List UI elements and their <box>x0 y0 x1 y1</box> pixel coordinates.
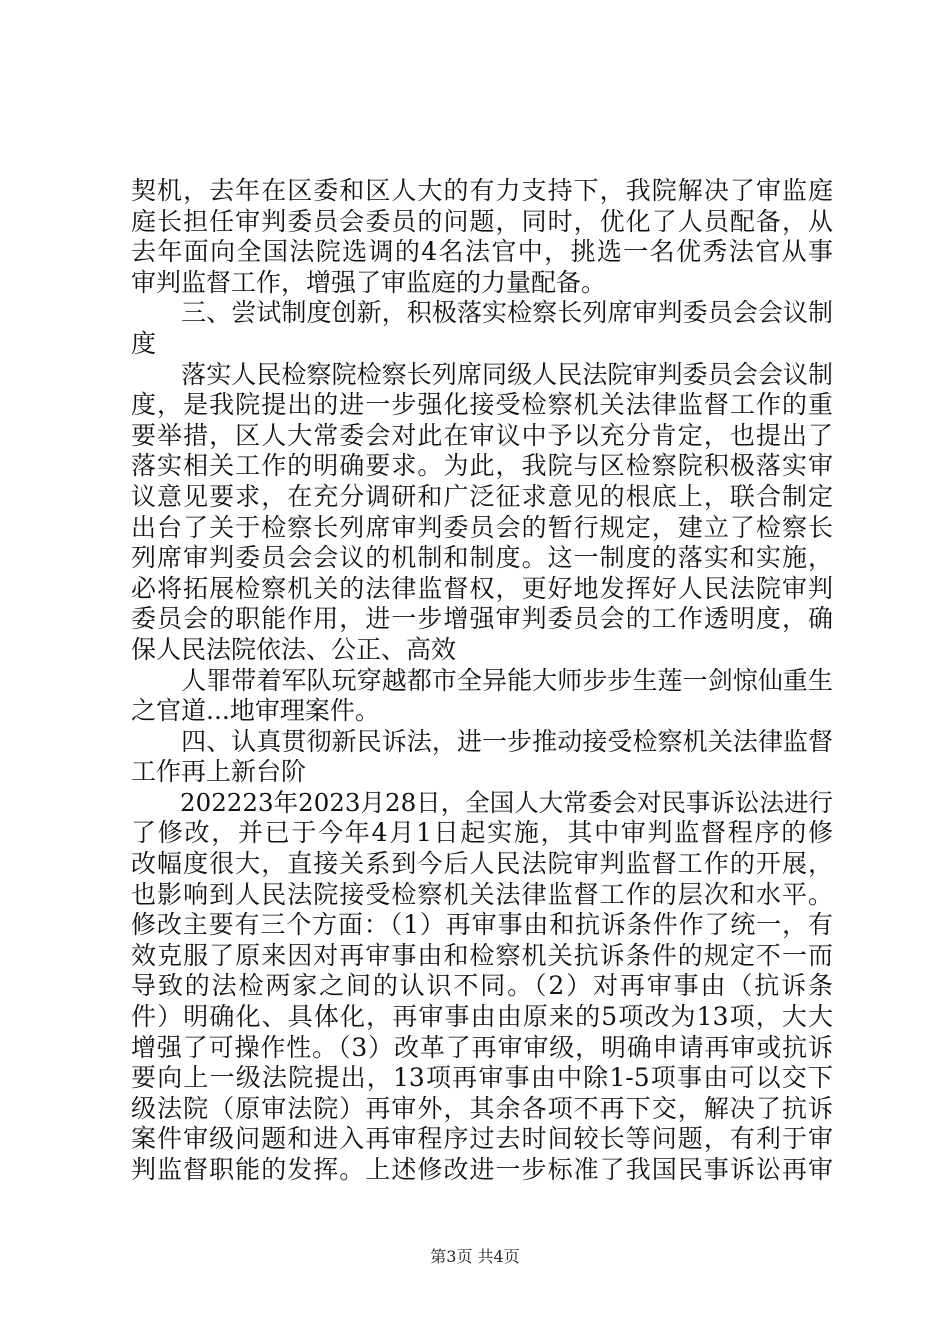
document-body <box>131 176 833 1186</box>
text-line: 导致的法检两家之间的认识不同。（2）对再审事由（抗诉条 <box>131 971 833 1001</box>
text-line: 案件审级问题和进入再审程序过去时间较长等问题，有利于审 <box>131 1124 833 1154</box>
text-line: 效克服了原来因对再审事由和检察机关抗诉条件的规定不一而 <box>131 940 833 970</box>
text-line: 级法院（原审法院）再审外，其余各项不再下交，解决了抗诉 <box>131 1093 833 1123</box>
text-line: 增强了可操作性。（3）改革了再审审级，明确申请再审或抗诉 <box>131 1032 833 1062</box>
text-line: 委员会的职能作用，进一步增强审判委员会的工作透明度，确 <box>131 604 833 634</box>
text-line: 工作再上新台阶 <box>131 757 307 787</box>
text-line: 必将拓展检察机关的法律监督权，更好地发挥好人民法院审判 <box>131 573 833 603</box>
text-line: 改幅度很大，直接关系到今后人民法院审判监督工作的开展， <box>131 849 833 879</box>
text-line: 列席审判委员会会议的机制和制度。这一制度的落实和实施， <box>131 543 833 573</box>
text-line: 之官道...地审理案件。 <box>131 696 380 726</box>
text-line: 四、认真贯彻新民诉法，进一步推动接受检察机关法律监督 <box>131 726 833 756</box>
text-line: 去年面向全国法院选调的4名法官中，挑选一名优秀法官从事 <box>131 237 833 267</box>
text-line: 度 <box>131 328 157 358</box>
text-line: 三、尝试制度创新，积极落实检察长列席审判委员会会议制 <box>131 298 833 328</box>
text-line: 度，是我院提出的进一步强化接受检察机关法律监督工作的重 <box>131 390 833 420</box>
text-line: 庭长担任审判委员会委员的问题，同时，优化了人员配备，从 <box>131 206 833 236</box>
text-line: 人罪带着军队玩穿越都市全异能大师步步生莲一剑惊仙重生 <box>131 665 833 695</box>
text-line: 议意见要求，在充分调研和广泛征求意见的根底上，联合制定 <box>131 481 833 511</box>
text-line: 保人民法院依法、公正、高效 <box>131 634 457 664</box>
text-line: 了修改，并已于今年4月1日起实施，其中审判监督程序的修 <box>131 818 833 848</box>
text-line: 审判监督工作，增强了审监庭的力量配备。 <box>131 267 607 297</box>
text-line: 落实相关工作的明确要求。为此，我院与区检察院积极落实审 <box>131 451 833 481</box>
text-line: 出台了关于检察长列席审判委员会的暂行规定，建立了检察长 <box>131 512 833 542</box>
text-line: 契机，去年在区委和区人大的有力支持下，我院解决了审监庭 <box>131 176 833 205</box>
text-line: 修改主要有三个方面：（1）再审事由和抗诉条件作了统一，有 <box>131 910 833 940</box>
text-line: 也影响到人民法院接受检察机关法律监督工作的层次和水平。 <box>131 879 833 909</box>
text-line: 要举措，区人大常委会对此在审议中予以充分肯定，也提出了 <box>131 420 833 450</box>
text-line: 判监督职能的发挥。上述修改进一步标准了我国民事诉讼再审 <box>131 1155 833 1184</box>
text-line: 落实人民检察院检察长列席同级人民法院审判委员会会议制 <box>131 359 833 389</box>
text-line: 件）明确化、具体化，再审事由由原来的5项改为13项，大大 <box>131 1002 833 1032</box>
text-line: 要向上一级法院提出，13项再审事由中除1-5项事由可以交下 <box>131 1063 833 1093</box>
text-line: 202223年2023月28日，全国人大常委会对民事诉讼法进行 <box>131 787 833 817</box>
page-footer: 第3页 共4页 <box>430 1247 520 1266</box>
